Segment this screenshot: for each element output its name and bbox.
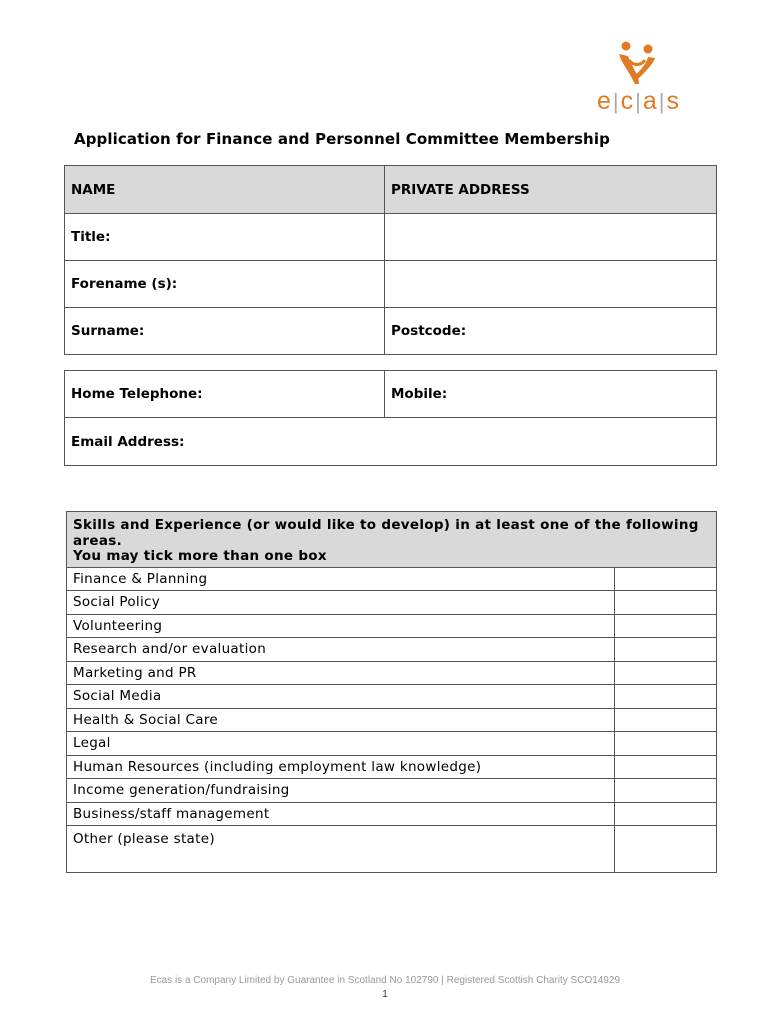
postcode-field[interactable]: Postcode: <box>385 308 717 355</box>
skill-tick-box[interactable] <box>615 732 717 756</box>
skills-table <box>66 511 717 873</box>
skill-tick-box[interactable] <box>615 661 717 685</box>
footer-text: Ecas is a Company Limited by Guarantee in Scotland No 102790 | Registered Scottish Charity SCO14929 <box>149 975 621 986</box>
skill-tick-box[interactable] <box>615 802 717 826</box>
address-line-2-field[interactable] <box>385 261 717 308</box>
skill-label: Finance & Planning <box>67 567 615 591</box>
skill-tick-box[interactable] <box>615 567 717 591</box>
skill-label: Legal <box>67 732 615 756</box>
form-title: Application for Finance and Personnel Committee Membership <box>74 130 610 148</box>
skill-tick-box[interactable] <box>615 779 717 803</box>
skill-tick-box[interactable] <box>615 638 717 662</box>
ecas-heart-icon <box>615 40 661 88</box>
address-line-1-field[interactable] <box>385 214 717 261</box>
page-number: 1 <box>382 989 388 1000</box>
skill-label: Human Resources (including employment law knowledge) <box>67 755 615 779</box>
skill-label: Social Policy <box>67 591 615 615</box>
skill-label: Marketing and PR <box>67 661 615 685</box>
skill-tick-box[interactable] <box>615 591 717 615</box>
skills-heading-line1: Skills and Experience (or would like to develop) in at least one of the following areas. <box>73 517 699 549</box>
skill-tick-box[interactable] <box>615 614 717 638</box>
ecas-logo <box>593 40 685 120</box>
surname-field[interactable]: Surname: <box>65 308 385 355</box>
skill-label: Health & Social Care <box>67 708 615 732</box>
skills-heading-line2: You may tick more than one box <box>73 548 327 564</box>
skill-label: Volunteering <box>67 614 615 638</box>
forename-field[interactable]: Forename (s): <box>65 261 385 308</box>
skill-label-other[interactable]: Other (please state) <box>67 826 615 873</box>
skill-label: Business/staff management <box>67 802 615 826</box>
name-address-table <box>64 165 717 355</box>
home-telephone-field[interactable]: Home Telephone: <box>65 371 385 418</box>
name-header: NAME <box>65 166 385 214</box>
skill-tick-box[interactable] <box>615 685 717 709</box>
skill-label: Social Media <box>67 685 615 709</box>
title-field[interactable]: Title: <box>65 214 385 261</box>
private-address-header: PRIVATE ADDRESS <box>385 166 717 214</box>
mobile-field[interactable]: Mobile: <box>385 371 717 418</box>
skill-tick-box[interactable] <box>615 755 717 779</box>
skill-tick-box[interactable] <box>615 826 717 873</box>
skills-heading <box>67 512 717 568</box>
skill-label: Income generation/fundraising <box>67 779 615 803</box>
email-address-field[interactable]: Email Address: <box>65 418 717 466</box>
skill-label: Research and/or evaluation <box>67 638 615 662</box>
logo-wordmark: e|c|a|s <box>597 87 681 115</box>
contact-table <box>64 370 717 466</box>
skill-tick-box[interactable] <box>615 708 717 732</box>
